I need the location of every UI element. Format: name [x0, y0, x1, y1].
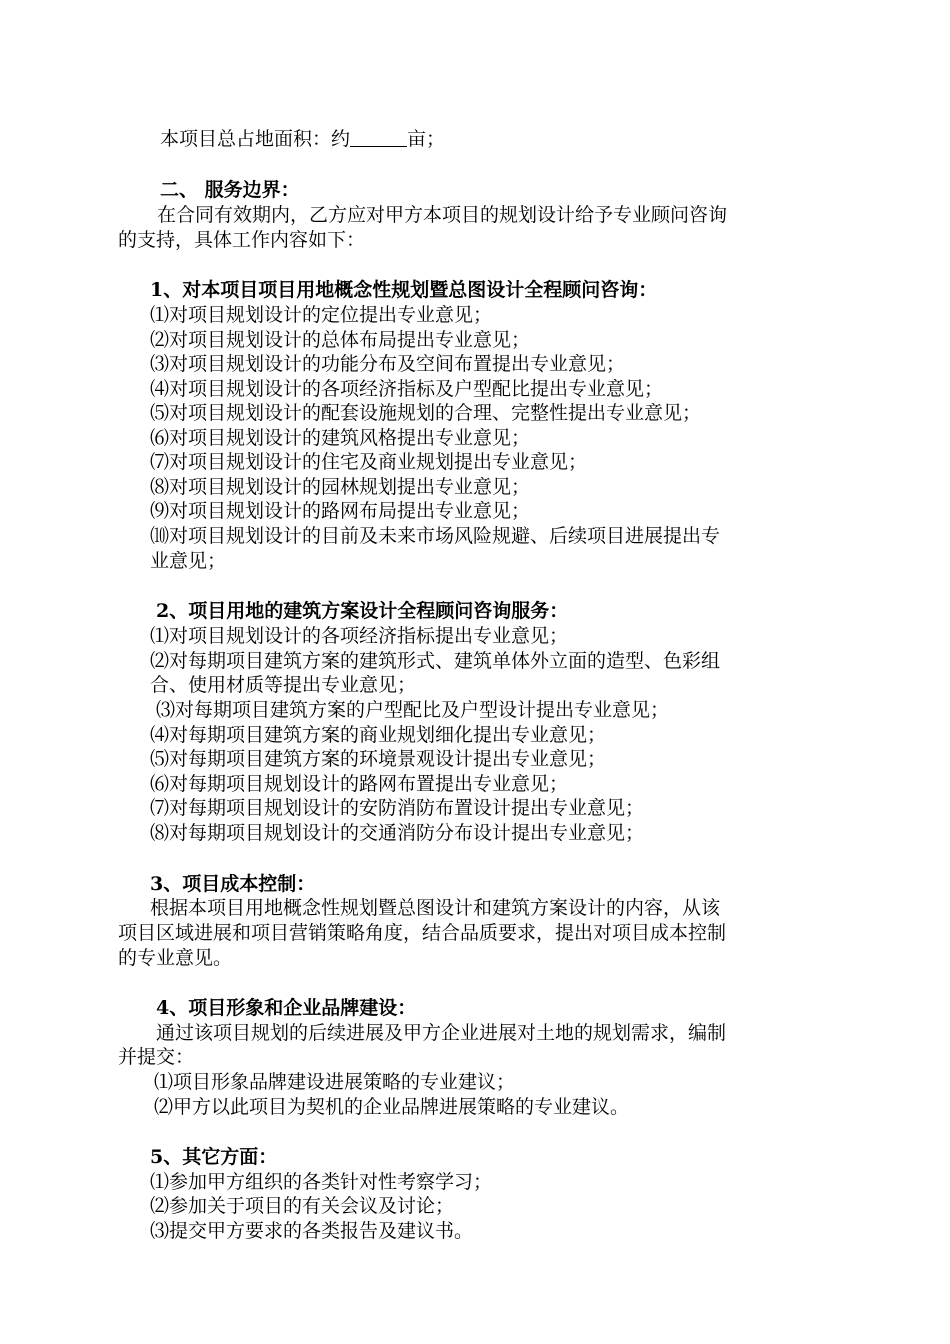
paragraph-line: 根据本项目用地概念性规划暨总图设计和建筑方案设计的内容，从该: [150, 897, 721, 919]
subsection-heading-5: 5、其它方面：: [150, 1146, 278, 1168]
list-item: ⑸对每期项目建筑方案的环境景观设计提出专业意见；: [150, 748, 607, 770]
total-area-prefix: 本项目总占地面积：约: [160, 128, 351, 150]
subsection-heading-3: 3、项目成本控制：: [150, 873, 316, 895]
list-item: ⑸对项目规划设计的配套设施规划的合理、完整性提出专业意见；: [150, 402, 702, 424]
paragraph-line: 通过该项目规划的后续进展及甲方企业进展对土地的规划需求，编制: [156, 1022, 727, 1044]
list-item: ⑶对每期项目建筑方案的户型配比及户型设计提出专业意见；: [156, 699, 670, 721]
list-item: ⑶对项目规划设计的功能分布及空间布置提出专业意见；: [150, 353, 626, 375]
list-item: ⑷对每期项目建筑方案的商业规划细化提出专业意见；: [150, 724, 607, 746]
list-item: ⑼对项目规划设计的路网布局提出专业意见；: [150, 500, 531, 522]
list-item: ⑶提交甲方要求的各类报告及建议书。: [150, 1220, 474, 1242]
section-intro-line: 的支持，具体工作内容如下：: [118, 229, 366, 251]
section-intro-line: 在合同有效期内，乙方应对甲方本项目的规划设计给予专业顾问咨询: [157, 204, 728, 226]
list-item: ⑺对每期项目规划设计的安防消防布置设计提出专业意见；: [150, 797, 645, 819]
paragraph-line: 的专业意见。: [118, 947, 233, 969]
total-area-suffix: 亩；: [407, 128, 446, 150]
list-item: ⑺对项目规划设计的住宅及商业规划提出专业意见；: [150, 451, 588, 473]
list-item: ⑵甲方以此项目为契机的企业品牌进展策略的专业建议。: [154, 1096, 630, 1118]
list-item: ⑴参加甲方组织的各类针对性考察学习；: [150, 1171, 493, 1193]
subsection-heading-1: 1、对本项目项目用地概念性规划暨总图设计全程顾问咨询：: [150, 279, 658, 301]
list-item: 合、使用材质等提出专业意见；: [150, 674, 417, 696]
subsection-heading-2: 2、项目用地的建筑方案设计全程顾问咨询服务：: [156, 600, 569, 622]
list-item: ⑹对每期项目规划设计的路网布置提出专业意见；: [150, 773, 569, 795]
list-item: ⑴对项目规划设计的各项经济指标提出专业意见；: [150, 625, 569, 647]
list-item: 业意见；: [150, 550, 227, 572]
list-item: ⑵对项目规划设计的总体布局提出专业意见；: [150, 329, 531, 351]
list-item: ⑻对每期项目规划设计的交通消防分布设计提出专业意见；: [150, 822, 645, 844]
list-item: ⑴对项目规划设计的定位提出专业意见；: [150, 304, 493, 326]
list-item: ⑴项目形象品牌建设进展策略的专业建议；: [154, 1071, 516, 1093]
area-blank-underline: [350, 128, 407, 147]
list-item: ⑻对项目规划设计的园林规划提出专业意见；: [150, 476, 531, 498]
subsection-heading-4: 4、项目形象和企业品牌建设：: [156, 997, 417, 1019]
list-item: ⑷对项目规划设计的各项经济指标及户型配比提出专业意见；: [150, 378, 664, 400]
section-heading-service-boundary: 二、 服务边界：: [160, 179, 300, 201]
list-item: ⑽对项目规划设计的目前及未来市场风险规避、后续项目进展提出专: [150, 525, 721, 547]
list-item: ⑹对项目规划设计的建筑风格提出专业意见；: [150, 427, 531, 449]
paragraph-line: 项目区域进展和项目营销策略角度，结合品质要求，提出对项目成本控制: [118, 922, 727, 944]
list-item: ⑵对每期项目建筑方案的建筑形式、建筑单体外立面的造型、色彩组: [150, 650, 721, 672]
list-item: ⑵参加关于项目的有关会议及讨论；: [150, 1195, 455, 1217]
paragraph-line: 并提交：: [118, 1046, 195, 1068]
total-area-line: [160, 127, 445, 152]
